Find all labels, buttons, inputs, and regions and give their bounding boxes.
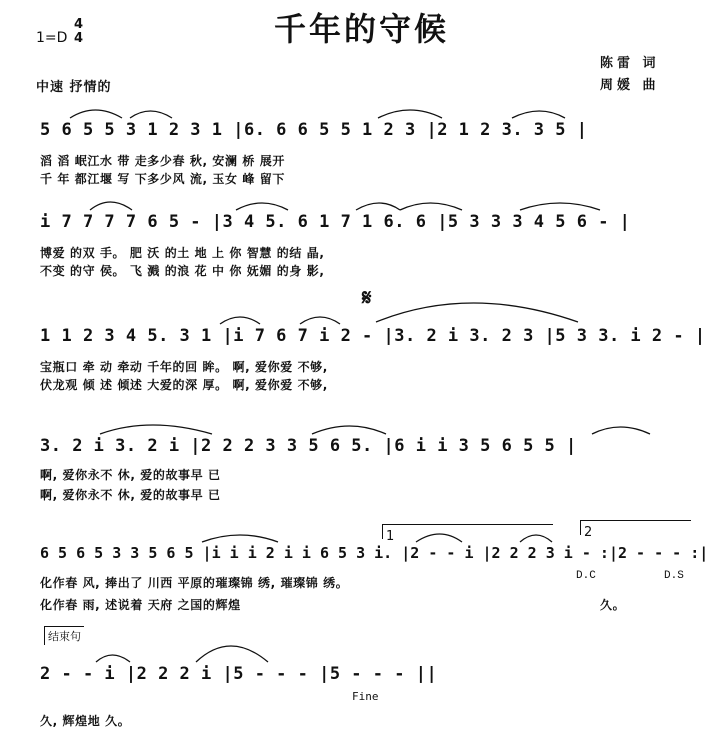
lyrics-line-4-verse-2: 啊, 爱你永不 休, 爱的故事早 已 [40,488,221,502]
ds-marking: D.S [664,570,684,582]
dc-marking: D.C [576,570,596,582]
ending-phrase-label: 结束句 [44,626,84,645]
slur [520,535,552,542]
key-signature: 1=D [36,30,68,46]
lyrics-line-5-verse-2-tail: 久。 [600,598,626,612]
fine-marking: Fine [352,690,379,703]
notation-line-6: 2 - - i |2 2 2 i |5 - - - |5 - - - || [40,664,438,684]
slur [376,303,578,322]
slur [400,203,462,210]
second-ending-label: 2 [584,525,593,540]
lyrics-line-4-verse-1: 啊, 爱你永不 休, 爱的故事早 已 [40,468,221,482]
slur [378,110,442,118]
slur [70,110,122,118]
slur [96,655,130,662]
slur [220,317,260,324]
lyrics-line-5-verse-2: 化作春 雨, 述说着 天府 之国的辉煌 [40,598,241,612]
lyrics-line-2-verse-2: 不变 的守 侯。 飞 溅 的浪 花 中 你 妩媚 的身 影, [40,264,325,278]
lyrics-line-1-verse-1: 滔 滔 岷江水 带 走多少春 秋, 安澜 桥 展开 [40,154,285,168]
time-sig-bottom: 4 [74,31,84,46]
lyrics-line-1-verse-2: 千 年 都江堰 写 下多少风 流, 玉女 峰 留下 [40,172,285,186]
time-sig-top: 4 [74,17,84,32]
notation-line-1: 5 6 5 5 3 1 2 3 1 |6. 6 6 5 5 1 2 3 |2 1 2 3. 3 5 | [40,120,588,140]
slur [100,425,212,434]
notation-line-3: 1 1 2 3 4 5. 3 1 |i 7 6 7 i 2 - |3. 2 i 3. 2 3 |5 3 3. i 2 - | [40,326,706,346]
lyrics-line-3-verse-1: 宝瓶口 牵 动 牵动 千年的回 眸。 啊, 爱你爱 不够, [40,360,328,374]
song-title: 千年的守候 [273,10,449,48]
slur [300,317,340,324]
slur [196,646,268,662]
first-ending-label: 1 [386,529,395,544]
lyrics-line-5-verse-1: 化作春 风, 捧出了 川西 平原的璀璨锦 绣, 璀璨锦 绣。 [40,576,349,590]
slur [592,427,650,434]
slur [236,203,288,210]
slur [90,202,132,210]
notation-line-4: 3. 2 i 3. 2 i |2 2 2 3 3 5 6 5. |6 i i 3 5 6 5 5 | [40,436,577,456]
notation-line-5: 6 5 6 5 3 3 5 6 5 |i i i 2 i i 6 5 3 i. |2 - - i |2 2 2 3 i - :|2 - - - :| [40,544,709,562]
slur [416,534,462,542]
slur [356,203,400,210]
slur [312,426,386,434]
slur [520,203,600,210]
composer-credit: 周媛 曲 [600,78,660,93]
lyricist-credit: 陈雷 词 [600,56,660,71]
notation-line-2: i 7 7 7 7 6 5 - |3 4 5. 6 1 7 1 6. 6 |5 3 3 3 4 5 6 - | [40,212,631,232]
slur [130,111,172,118]
tempo-marking: 中速 抒情的 [36,80,112,95]
lyrics-line-6-verse-1: 久, 辉煌地 久。 [40,714,131,728]
lyrics-line-3-verse-2: 伏龙观 倾 述 倾述 大爱的深 厚。 啊, 爱你爱 不够, [40,378,328,392]
slur [202,535,278,542]
slur [512,111,565,118]
lyrics-line-2-verse-1: 博爱 的双 手。 肥 沃 的土 地 上 你 智慧 的结 晶, [40,246,325,260]
segno-sign: 𝄋 [362,286,372,311]
